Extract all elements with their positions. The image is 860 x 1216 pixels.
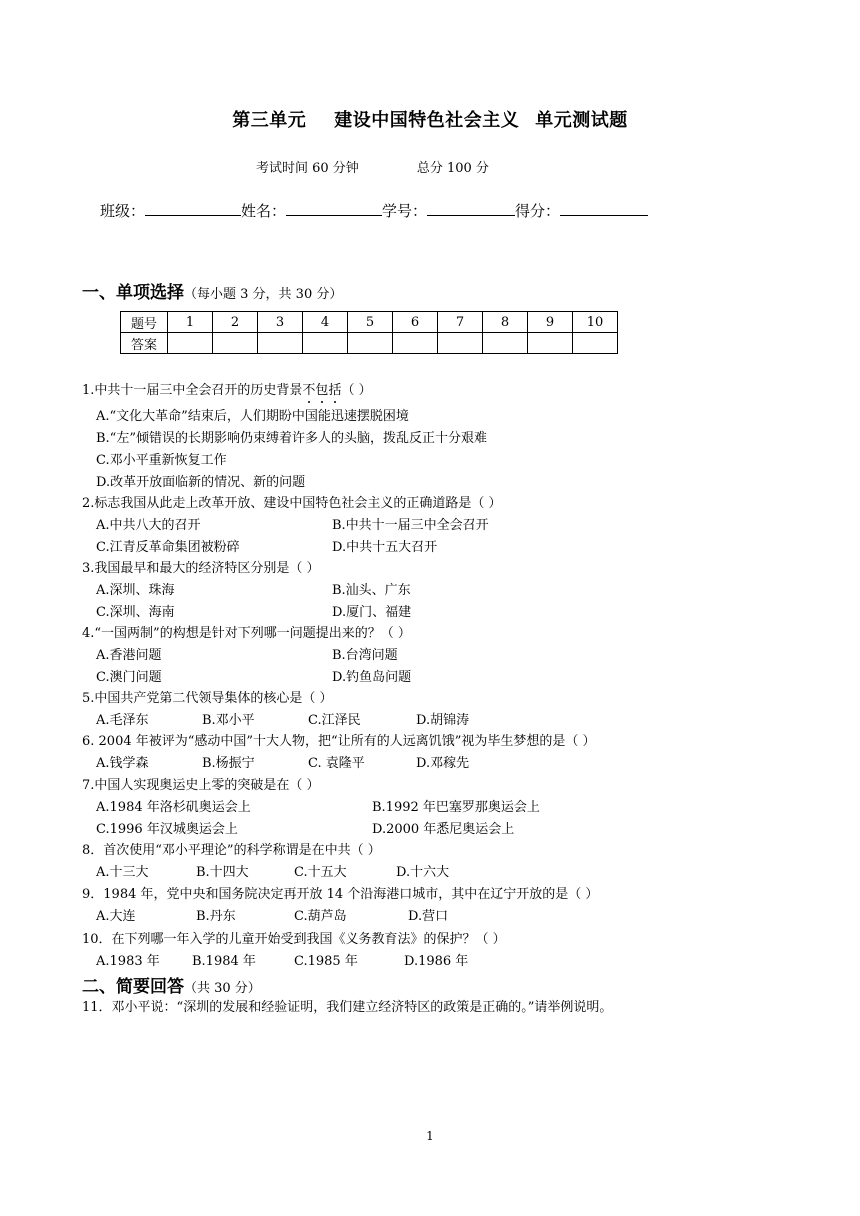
section-2-note: （共 30 分）	[184, 981, 261, 996]
section-1-note: （每小题 3 分，共 30 分）	[184, 287, 343, 302]
name-field[interactable]	[286, 201, 382, 216]
class-field[interactable]	[145, 201, 241, 216]
option-b[interactable]: B.“左”倾错误的长期影响仍束缚着许多人的头脑，拨乱反正十分艰难	[96, 431, 487, 446]
name-label: 姓名：	[241, 202, 287, 220]
score-field[interactable]	[560, 201, 648, 216]
section-1-heading	[82, 278, 342, 303]
emphasis-char: 包	[315, 379, 328, 398]
question-3-stem: 3.我国最早和最大的经济特区分别是（ ）	[82, 561, 320, 576]
option-b[interactable]: B.邓小平	[202, 713, 255, 728]
page-title	[0, 106, 860, 132]
answer-row-header: 答案	[121, 333, 168, 354]
question-8-stem: 8．首次使用“邓小平理论”的科学称谓是在中共（ ）	[82, 843, 381, 858]
section-2-title: 二、简要回答	[82, 977, 184, 997]
option-d[interactable]: D.中共十五大召开	[332, 540, 438, 555]
option-a[interactable]: A.钱学森	[96, 756, 149, 771]
option-a[interactable]: A.香港问题	[96, 648, 162, 663]
option-a[interactable]: A.十三大	[96, 865, 149, 880]
question-5-stem: 5.中国共产党第二代领导集体的核心是（ ）	[82, 691, 333, 706]
answer-table-number-row	[121, 312, 618, 333]
answer-cell[interactable]	[213, 333, 258, 354]
id-field[interactable]	[427, 201, 515, 216]
question-9-stem: 9．1984 年，党中央和国务院决定再开放 14 个沿海港口城市，其中在辽宁开放的是（ ）	[82, 887, 599, 902]
option-b[interactable]: B.杨振宁	[202, 756, 255, 771]
option-c[interactable]: C.葫芦岛	[294, 909, 347, 924]
exam-meta	[256, 157, 489, 176]
option-c[interactable]: C.十五大	[294, 865, 347, 880]
title-test: 单元测试题	[535, 110, 628, 131]
id-label: 学号：	[382, 202, 428, 220]
option-d[interactable]: D.胡锦涛	[416, 713, 470, 728]
option-c[interactable]: C.邓小平重新恢复工作	[96, 453, 227, 468]
exam-time: 考试时间 60 分钟	[256, 161, 359, 176]
answer-blank: （ ）	[341, 383, 372, 398]
answer-cell[interactable]	[528, 333, 573, 354]
answer-cell[interactable]	[438, 333, 483, 354]
number-row-header: 题号	[121, 312, 168, 333]
option-a[interactable]: A.中共八大的召开	[96, 518, 201, 533]
score-label: 得分：	[515, 202, 561, 220]
question-11-stem: 11．邓小平说：“深圳的发展和经验证明，我们建立经济特区的政策是正确的。”请举例说明。	[82, 1000, 613, 1015]
option-b[interactable]: B.十四大	[196, 865, 249, 880]
option-d[interactable]: D.营口	[408, 909, 449, 924]
option-b[interactable]: B.丹东	[196, 909, 236, 924]
question-number-cell: 5	[348, 312, 393, 333]
exam-total-score: 总分 100 分	[416, 161, 489, 176]
question-number-cell: 8	[483, 312, 528, 333]
option-d[interactable]: D.邓稼先	[416, 756, 470, 771]
page-number: 1	[426, 1129, 434, 1143]
option-b[interactable]: B.中共十一届三中全会召开	[332, 518, 489, 533]
emphasis-char: 括	[328, 379, 341, 398]
option-a[interactable]: A.毛泽东	[96, 713, 149, 728]
option-d[interactable]: D.厦门、福建	[332, 605, 412, 620]
answer-cell[interactable]	[303, 333, 348, 354]
question-number-cell: 3	[258, 312, 303, 333]
option-c[interactable]: C.澳门问题	[96, 670, 162, 685]
option-d[interactable]: D.2000 年悉尼奥运会上	[372, 822, 515, 837]
question-1-stem: 1.中共十一届三中全会召开的历史背景	[82, 383, 303, 398]
option-b[interactable]: B.1984 年	[192, 954, 256, 969]
option-d[interactable]: D.改革开放面临新的情况、新的问题	[96, 475, 306, 490]
option-a[interactable]: A.大连	[96, 909, 136, 924]
question-1	[82, 379, 372, 398]
title-topic: 建设中国特色社会主义	[334, 110, 520, 131]
answer-cell[interactable]	[393, 333, 438, 354]
question-7-stem: 7.中国人实现奥运史上零的突破是在（ ）	[82, 778, 320, 793]
question-2-stem: 2.标志我国从此走上改革开放、建设中国特色社会主义的正确道路是（ ）	[82, 496, 502, 511]
question-number-cell: 6	[393, 312, 438, 333]
answer-cell[interactable]	[483, 333, 528, 354]
class-label: 班级：	[100, 202, 146, 220]
option-b[interactable]: B.1992 年巴塞罗那奥运会上	[372, 800, 540, 815]
option-b[interactable]: B.台湾问题	[332, 648, 398, 663]
question-number-cell: 2	[213, 312, 258, 333]
option-c[interactable]: C.深圳、海南	[96, 605, 175, 620]
question-6-stem: 6. 2004 年被评为“感动中国”十大人物，把“让所有的人远离饥饿”视为毕生梦想的是（ ）	[82, 734, 596, 749]
answer-cell[interactable]	[258, 333, 303, 354]
option-c[interactable]: C.1985 年	[294, 954, 358, 969]
answer-cell[interactable]	[168, 333, 213, 354]
student-info	[100, 200, 648, 221]
option-a[interactable]: A.“文化大革命”结束后，人们期盼中国能迅速摆脱困境	[96, 409, 409, 424]
option-d[interactable]: D.钓鱼岛问题	[332, 670, 412, 685]
option-a[interactable]: A.1984 年洛杉矶奥运会上	[96, 800, 251, 815]
option-a[interactable]: A.深圳、珠海	[96, 583, 175, 598]
answer-cell[interactable]	[573, 333, 618, 354]
option-c[interactable]: C.江青反革命集团被粉碎	[96, 540, 240, 555]
option-a[interactable]: A.1983 年	[96, 954, 160, 969]
option-d[interactable]: D.十六大	[396, 865, 450, 880]
option-d[interactable]: D.1986 年	[404, 954, 469, 969]
question-number-cell: 9	[528, 312, 573, 333]
question-number-cell: 10	[573, 312, 618, 333]
option-c[interactable]: C.江泽民	[308, 713, 361, 728]
option-c[interactable]: C. 袁隆平	[308, 756, 365, 771]
title-unit: 第三单元	[232, 110, 307, 131]
question-number-cell: 1	[168, 312, 213, 333]
emphasis-char: 不	[302, 379, 315, 398]
answer-cell[interactable]	[348, 333, 393, 354]
section-1-title: 一、单项选择	[82, 283, 184, 303]
question-10-stem: 10．在下列哪一年入学的儿童开始受到我国《义务教育法》的保护？（ ）	[82, 932, 506, 947]
answer-table-answer-row	[121, 333, 618, 354]
answer-table	[120, 311, 618, 354]
question-number-cell: 4	[303, 312, 348, 333]
section-2-heading	[82, 972, 261, 997]
option-b[interactable]: B.汕头、广东	[332, 583, 411, 598]
question-number-cell: 7	[438, 312, 483, 333]
question-4-stem: 4.“一国两制”的构想是针对下列哪一问题提出来的？（ ）	[82, 626, 411, 641]
option-c[interactable]: C.1996 年汉城奥运会上	[96, 822, 238, 837]
